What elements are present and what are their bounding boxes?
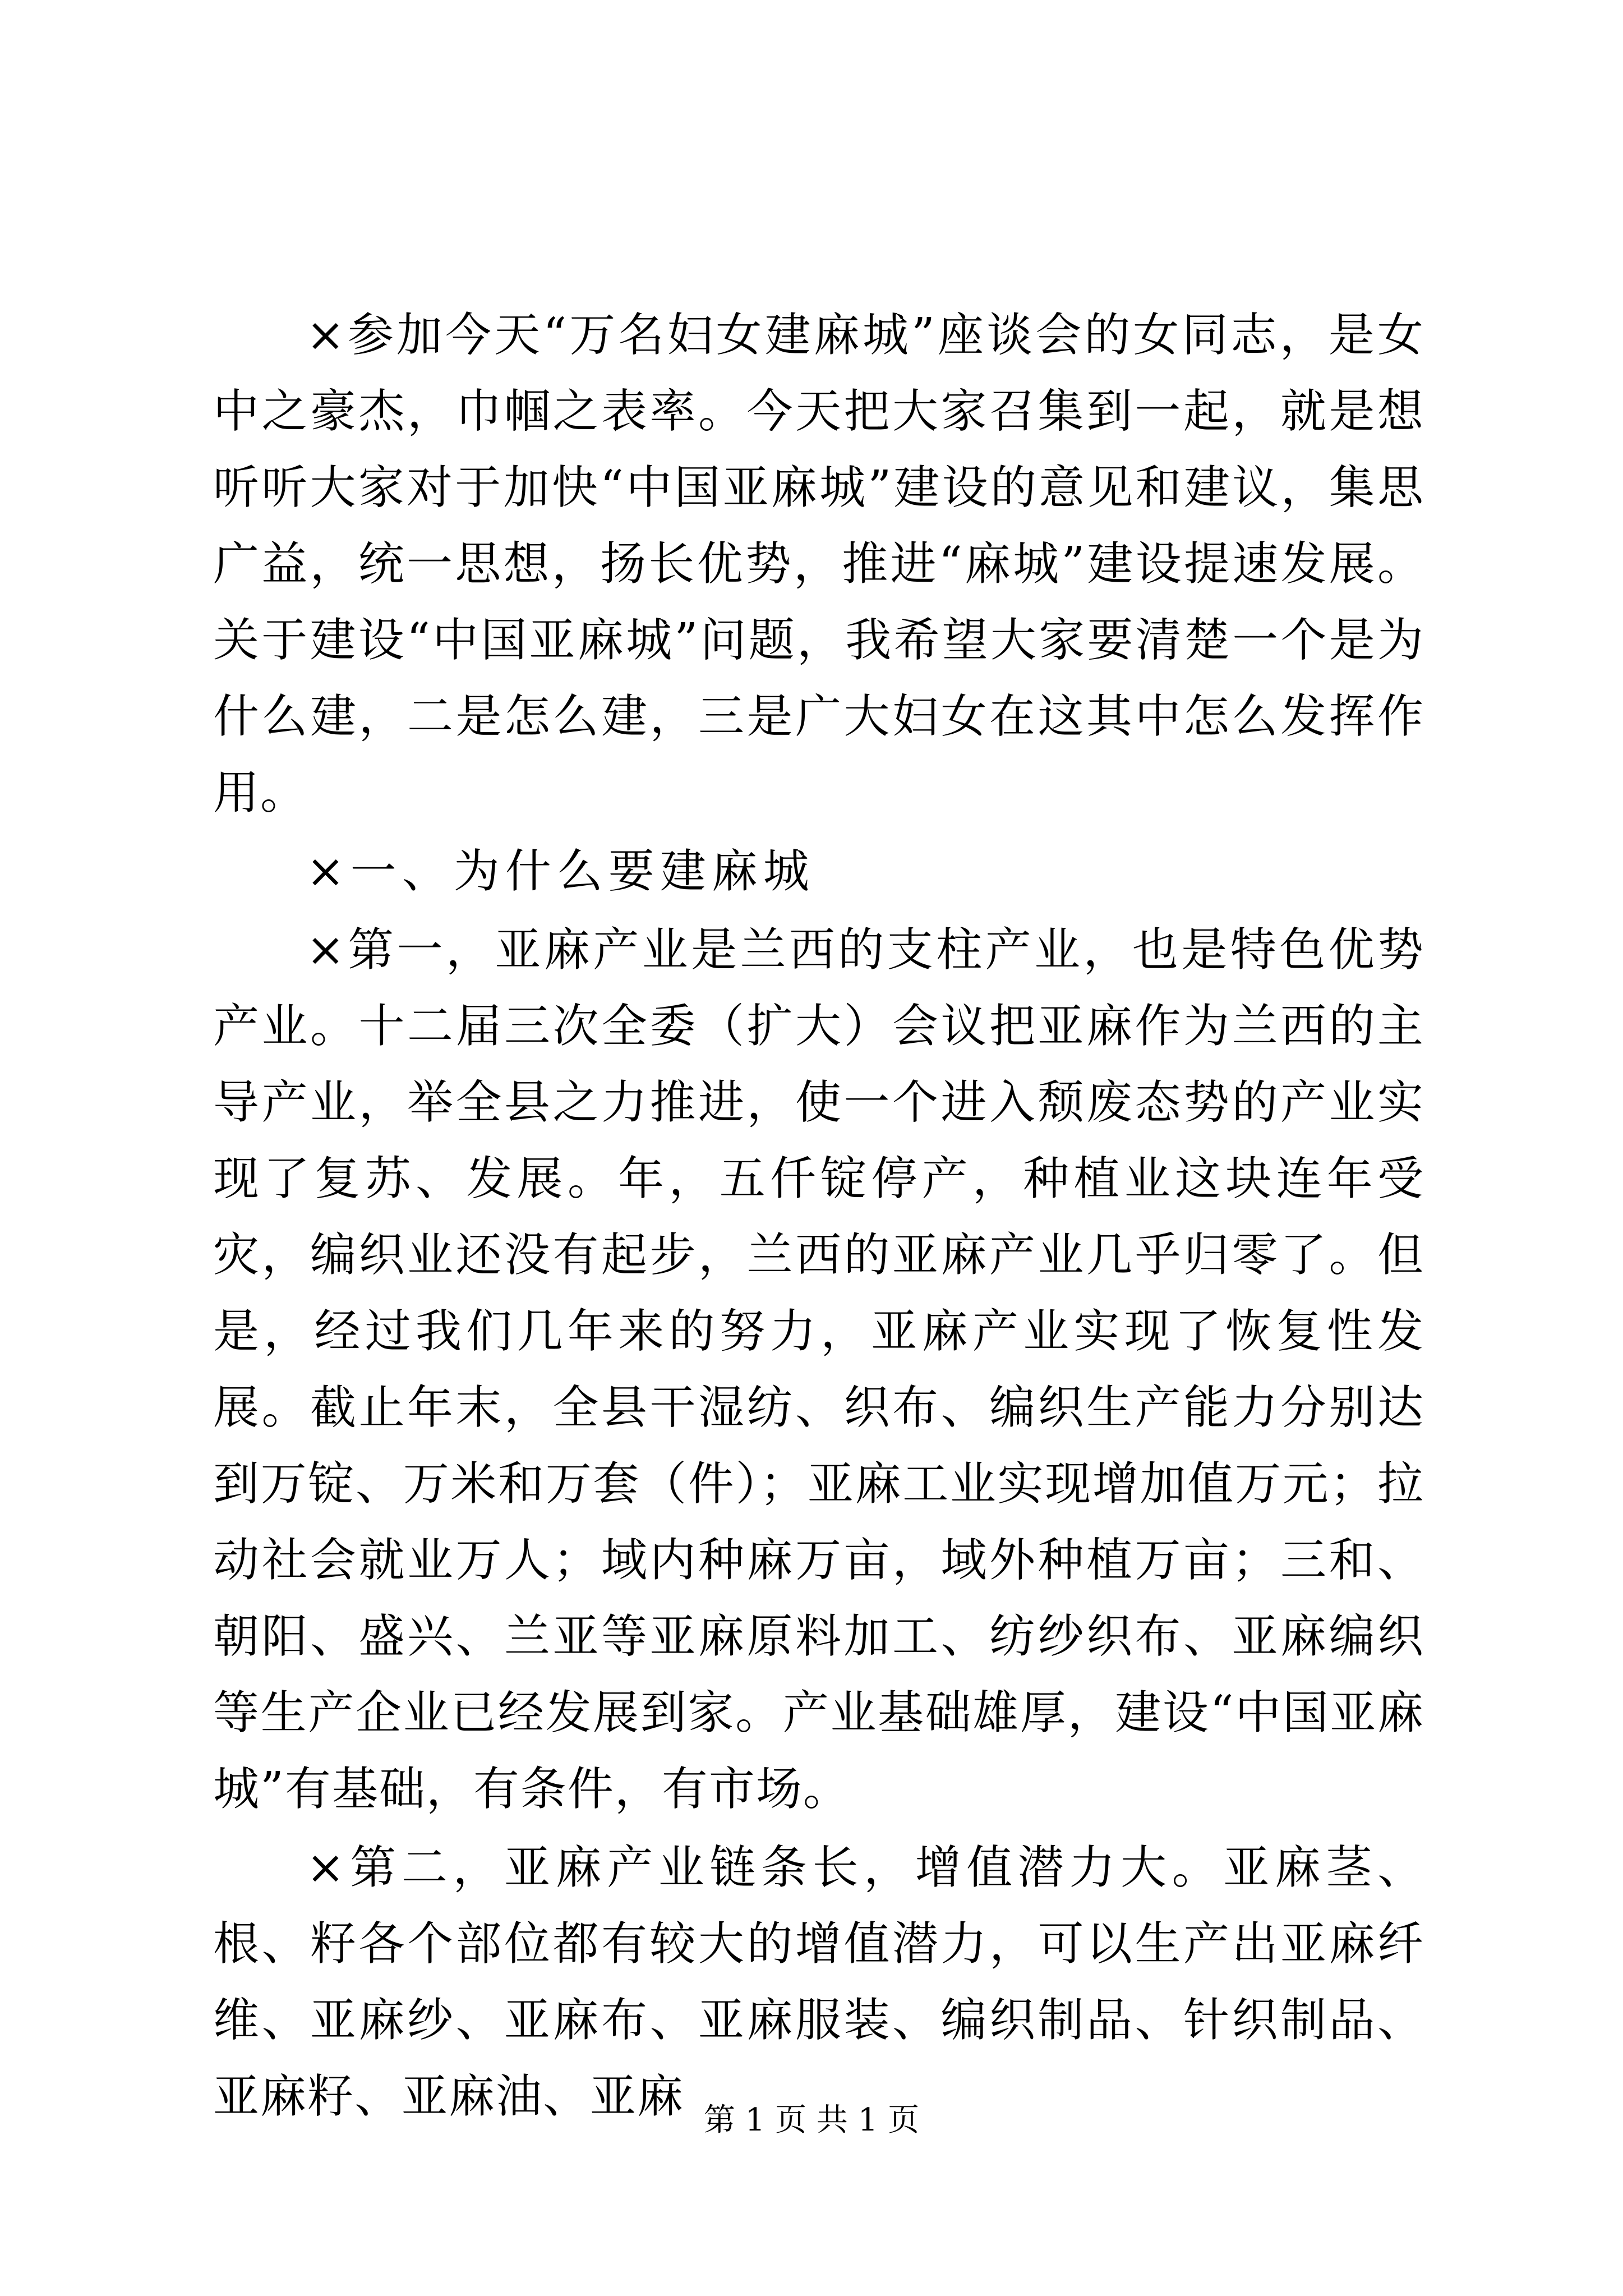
paragraph-second-point: ×第二，亚麻产业链条长，增值潜力大。亚麻茎、根、籽各个部位都有较大的增值潜力，可以生产出亚麻纤维、亚麻纱、亚麻布、亚麻服装、编织制品、针织制品、亚麻籽、亚麻油、亚麻 <box>213 1841 1424 2123</box>
paragraph-first-point: ×第一，亚麻产业是兰西的支柱产业，也是特色优势产业。十二届三次全委（扩大）会议把亚麻作为兰西的主导产业，举全县之力推进，使一个进入颓废态势的产业实现了复苏、发展。年，五仟锭停产，种植业这块连年受灾，编织业还没有起步，兰西的亚麻产业几乎归零了。但是，经过我们几年来的努力，亚麻产业实现了恢复性发展。截止年末，全县干湿纺、织布、编织生产能力分别达到万锭、万米和万套（件）；亚麻工业实现增加值万元；拉动社会就业万人；域内种麻万亩，域外种植万亩；三和、朝阳、盛兴、兰亚等亚麻原料加工、纺纱织布、亚麻编织等生产企业已经发展到家。产业基础雄厚，建设“中国亚麻城”有基础，有条件，有市场。 <box>213 923 1424 1816</box>
document-body <box>213 297 1424 2137</box>
page-footer: 第 1 页 共 1 页 <box>703 2102 920 2138</box>
paragraph-intro: ×参加今天“万名妇女建麻城”座谈会的女同志，是女中之豪杰，巾帼之表率。今天把大家召集到一起，就是想听听大家对于加快“中国亚麻城”建设的意见和建议，集思广益，统一思想，扬长优势，推进“麻城”建设提速发展。关于建设“中国亚麻城”问题，我希望大家要清楚一个是为什么建，二是怎么建，三是广大妇女在这其中怎么发挥作用。 <box>213 309 1424 820</box>
section-heading-1: ×一、为什么要建麻城 <box>306 845 815 898</box>
